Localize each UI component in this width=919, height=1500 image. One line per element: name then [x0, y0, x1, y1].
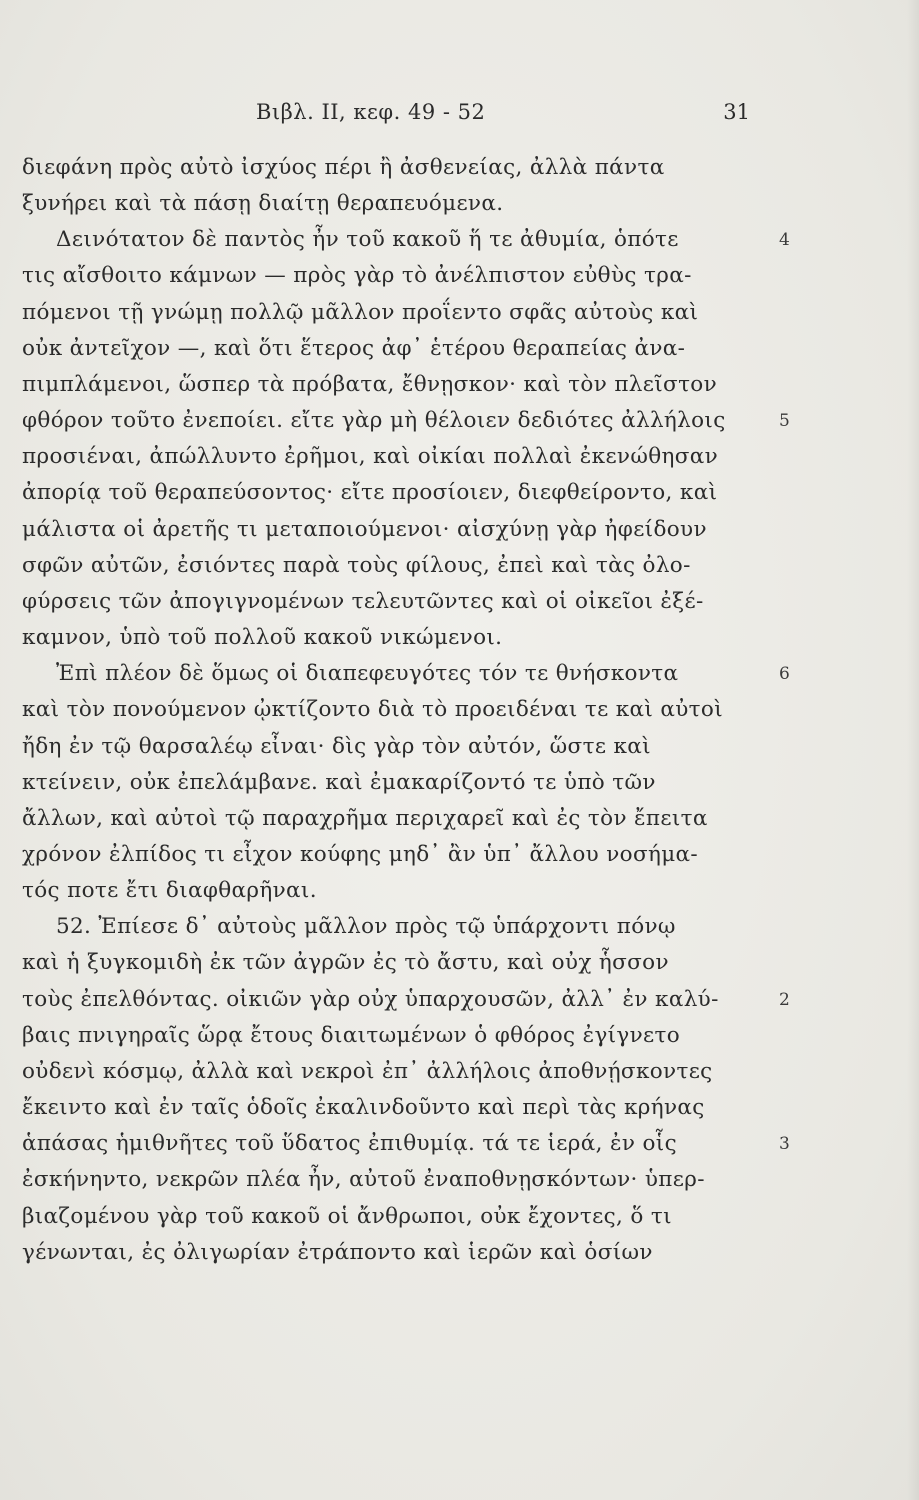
line-text: τις αἴσθοιτο κάμνων — πρὸς γὰρ τὸ ἀνέλπιστον εὐθὺς τρα-	[22, 263, 692, 289]
line-text: Δεινότατον δὲ παντὸς ἦν τοῦ κακοῦ ἥ τε ἀθυμία, ὁπότε	[56, 227, 679, 253]
text-line	[22, 873, 767, 909]
line-text: φύρσεις τῶν ἀπογιγνομένων τελευτῶντες καὶ οἱ οἰκεῖοι ἐξέ-	[22, 588, 704, 614]
text-line	[22, 982, 791, 1018]
line-text: καὶ ἡ ξυγκομιδὴ ἐκ τῶν ἀγρῶν ἐς τὸ ἄστυ, καὶ οὐχ ἧσσον	[22, 950, 669, 976]
text-line	[22, 150, 767, 186]
line-text: πόμενοι τῇ γνώμῃ πολλῷ μᾶλλον προΐεντο σφᾶς αὐτοὺς καὶ	[22, 299, 699, 325]
text-line	[22, 656, 791, 692]
page-number: 31	[723, 100, 750, 124]
line-text: προσιέναι, ἀπώλλυντο ἐρῆμοι, καὶ οἰκίαι πολλαὶ ἐκενώθησαν	[22, 444, 719, 470]
text-line	[22, 222, 791, 258]
text-line	[22, 909, 767, 945]
text-line	[22, 186, 767, 222]
text-line	[22, 1235, 767, 1271]
line-text: ἁπάσας ἡμιθνῆτες τοῦ ὕδατος ἐπιθυμίᾳ. τά τε ἱερά, ἐν οἷς	[22, 1131, 677, 1157]
line-text: ἔκειντο καὶ ἐν ταῖς ὁδοῖς ἐκαλινδοῦντο καὶ περὶ τὰς κρήνας	[22, 1095, 705, 1121]
text-line	[22, 620, 767, 656]
section-number: 3	[779, 1134, 791, 1155]
line-text: ἄλλων, καὶ αὐτοὶ τῷ παραχρῆμα περιχαρεῖ καὶ ἐς τὸν ἔπειτα	[22, 805, 708, 831]
line-text: τοὺς ἐπελθόντας. οἰκιῶν γὰρ οὐχ ὑπαρχουσῶν, ἀλλ᾽ ἐν καλύ-	[22, 986, 719, 1012]
text-line	[22, 1018, 767, 1054]
line-text: ἐσκήνηντο, νεκρῶν πλέα ἦν, αὐτοῦ ἐναποθνῃσκόντων· ὑπερ-	[22, 1167, 705, 1193]
line-text: κτείνειν, οὐκ ἐπελάμβανε. καὶ ἐμακαρίζοντό τε ὑπὸ τῶν	[22, 769, 656, 795]
line-text: καὶ τὸν πονούμενον ᾠκτίζοντο διὰ τὸ προειδέναι τε καὶ αὐτοὶ	[22, 697, 723, 723]
text-line	[22, 258, 767, 294]
section-number: 5	[779, 411, 791, 432]
line-text: μάλιστα οἱ ἀρετῆς τι μεταποιούμενοι· αἰσχύνῃ γὰρ ἠφείδουν	[22, 516, 707, 542]
line-text: σφῶν αὐτῶν, ἐσιόντες παρὰ τοὺς φίλους, ἐπεὶ καὶ τὰς ὀλο-	[22, 552, 691, 578]
section-number: 4	[779, 230, 791, 251]
text-line	[22, 801, 767, 837]
line-text: τός ποτε ἔτι διαφθαρῆναι.	[22, 878, 317, 904]
text-line	[22, 295, 767, 331]
text-line	[22, 1199, 767, 1235]
text-line	[22, 729, 767, 765]
line-text: 52. Ἐπίεσε δ᾽ αὐτοὺς μᾶλλον πρὸς τῷ ὑπάρχοντι πόνῳ	[56, 914, 676, 940]
body-text	[22, 150, 791, 1271]
text-line	[22, 403, 791, 439]
line-text: γένωνται, ἐς ὀλιγωρίαν ἐτράποντο καὶ ἱερῶν καὶ ὁσίων	[22, 1239, 653, 1265]
page-header	[256, 100, 750, 130]
text-line	[22, 1054, 767, 1090]
line-text: βιαζομένου γὰρ τοῦ κακοῦ οἱ ἄνθρωποι, οὐκ ἔχοντες, ὅ τι	[22, 1203, 672, 1229]
text-line	[22, 945, 767, 981]
text-line	[22, 1162, 767, 1198]
section-number: 6	[779, 664, 791, 685]
line-text: πιμπλάμενοι, ὥσπερ τὰ πρόβατα, ἔθνῃσκον· καὶ τὸν πλεῖστον	[22, 371, 718, 397]
text-line	[22, 1090, 767, 1126]
text-line	[22, 367, 767, 403]
line-text: χρόνον ἐλπίδος τι εἶχον κούφης μηδ᾽ ἂν ὑπ᾽ ἄλλου νοσήμα-	[22, 841, 699, 867]
text-line	[22, 837, 767, 873]
page-edge-shadow	[907, 0, 919, 1500]
text-line	[22, 439, 767, 475]
line-text: διεφάνη πρὸς αὐτὸ ἰσχύος πέρι ἢ ἀσθενείας, ἀλλὰ πάντα	[22, 155, 665, 180]
line-text: φθόρον τοῦτο ἐνεποίει. εἴτε γὰρ μὴ θέλοιεν δεδιότες ἀλλήλοις	[22, 408, 726, 434]
line-text: ἀπορίᾳ τοῦ θεραπεύσοντος· εἴτε προσίοιεν, διεφθείροντο, καὶ	[22, 480, 718, 506]
section-number: 2	[779, 989, 791, 1010]
text-line	[22, 1126, 791, 1162]
line-text: Ἐπὶ πλέον δὲ ὅμως οἱ διαπεφευγότες τόν τε θνήσκοντα	[56, 661, 679, 687]
text-line	[22, 512, 767, 548]
text-line	[22, 331, 767, 367]
line-text: ἤδη ἐν τῷ θαρσαλέῳ εἶναι· δὶς γὰρ τὸν αὐτόν, ὥστε καὶ	[22, 733, 651, 759]
text-line	[22, 548, 767, 584]
line-text: οὐδενὶ κόσμῳ, ἀλλὰ καὶ νεκροὶ ἐπ᾽ ἀλλήλοις ἀποθνῄσκοντες	[22, 1058, 713, 1084]
line-text: ξυνήρει καὶ τὰ πάσῃ διαίτῃ θεραπευόμενα.	[22, 191, 504, 217]
line-text: καμνον, ὑπὸ τοῦ πολλοῦ κακοῦ νικώμενοι.	[22, 625, 503, 651]
line-text: οὐκ ἀντεῖχον —, καὶ ὅτι ἕτερος ἀφ᾽ ἑτέρου θεραπείας ἀνα-	[22, 335, 686, 361]
text-line	[22, 692, 767, 728]
running-head: Βιβλ. II, κεφ. 49 - 52	[256, 100, 486, 124]
text-line	[22, 765, 767, 801]
text-line	[22, 475, 767, 511]
line-text: βαις πνιγηραῖς ὥρᾳ ἔτους διαιτωμένων ὁ φθόρος ἐγίγνετο	[22, 1022, 681, 1048]
text-line	[22, 584, 767, 620]
